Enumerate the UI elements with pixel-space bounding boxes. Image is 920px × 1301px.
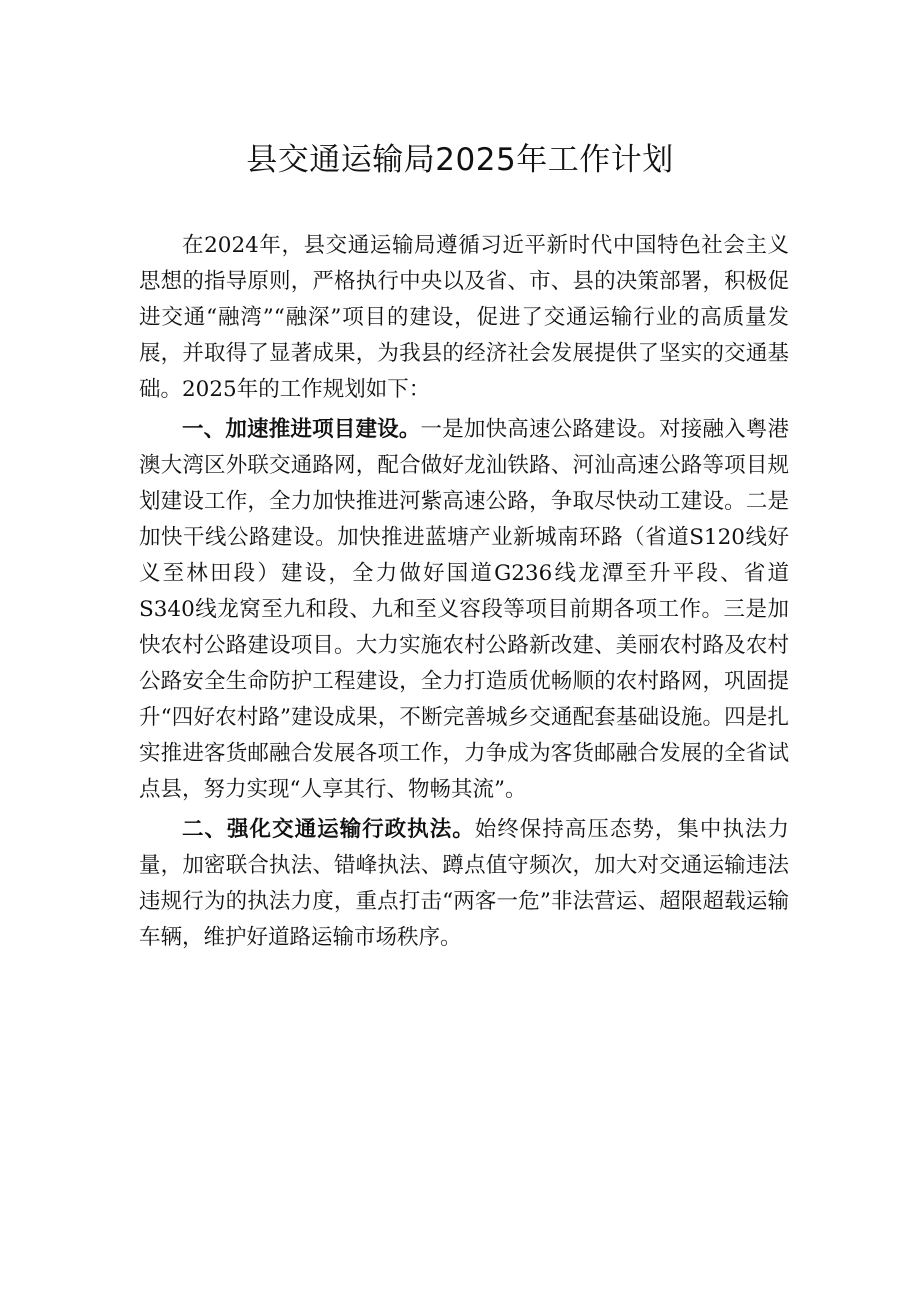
paragraph-intro [139,228,789,408]
section-heading-1: 一、加速推进项目建设。 [182,417,421,442]
paragraph-text: 在2024年，县交通运输局遵循习近平新时代中国特色社会主义思想的指导原则，严格执行中央以及省、市、县的决策部署，积极促进交通“融湾”“融深”项目的建设，促进了交通运输行业的高质量发展，并取得了显著成果，为我县的经济社会发展提供了坚实的交通基础。2025年的工作规划如下： [139,233,789,402]
document-title: 县交通运输局2025年工作计划 [246,142,674,178]
section-heading-2: 二、强化交通运输行政执法。 [182,817,475,842]
document-body [139,228,789,956]
paragraph-text: 一是加快高速公路建设。对接融入粤港澳大湾区外联交通路网，配合做好龙汕铁路、河汕高速公路等项目规划建设工作，全力加快推进河紫高速公路，争取尽快动工建设。二是加快干线公路建设。加快推进蓝塘产业新城南环路（省道S120线好义至林田段）建设，全力做好国道G236线龙潭至升平段、省道S340线龙窝至九和段、九和至义容段等项目前期各项工作。三是加快农村公路建设项目。大力实施农村公路新改建、美丽农村路及农村公路安全生命防护工程建设，全力打造质优畅顺的农村路网，巩固提升“四好农村路”建设成果，不断完善城乡交通配套基础设施。四是扎实推进客货邮融合发展各项工作，力争成为客货邮融合发展的全省试点县，努力实现“人享其行、物畅其流”。 [139,417,789,802]
paragraph-section-1 [139,412,789,808]
paragraph-section-2 [139,812,789,956]
paragraph-text: 始终保持高压态势，集中执法力量，加密联合执法、错峰执法、蹲点值守频次，加大对交通运输违法违规行为的执法力度，重点打击“两客一危”非法营运、超限超载运输车辆，维护好道路运输市场秩序。 [139,817,789,950]
